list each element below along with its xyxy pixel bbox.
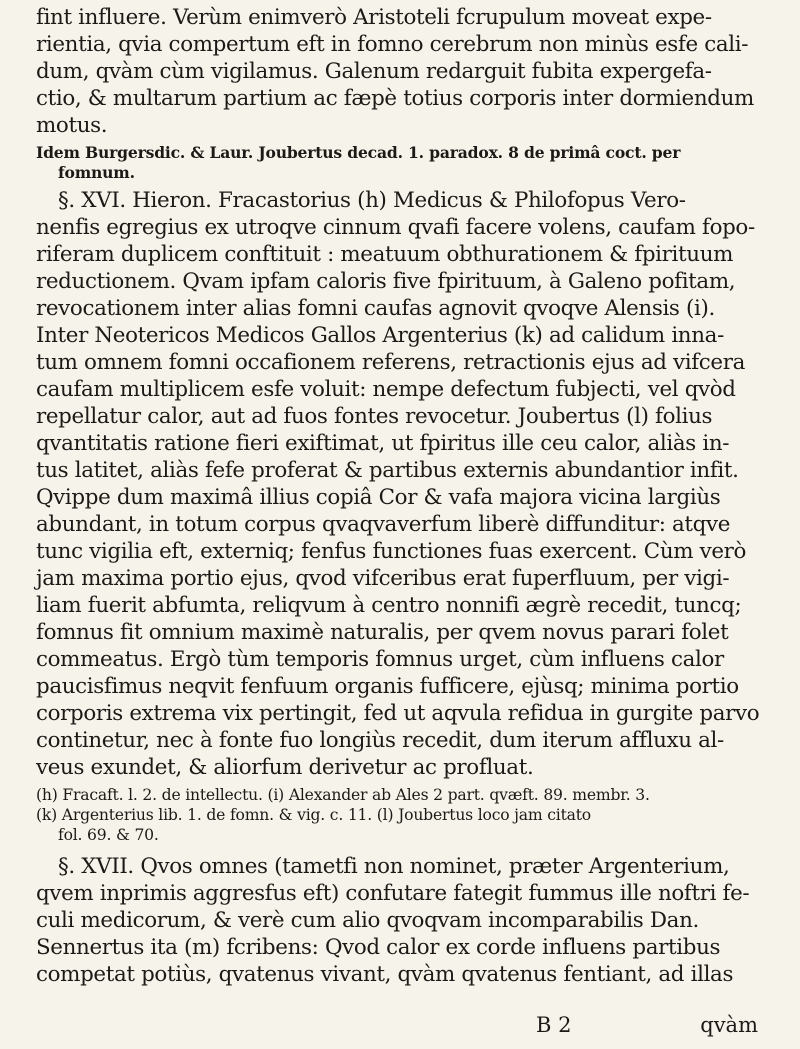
text-line: competat potiùs, qvatenus vivant, qvàm qvatenus fentiant, ad illas	[36, 962, 734, 987]
text-line: qvantitatis ratione fieri exiftimat, ut fpiritus ille ceu calor, aliàs in-	[36, 431, 730, 456]
text-line: Sennertus ita (m) fcribens: Qvod calor ex corde influens partibus	[36, 935, 721, 960]
page-text	[36, 4, 766, 988]
section-xvii	[36, 853, 766, 988]
section-heading-line: §. XVII. Qvos omnes (tametfi non nominet, præter Argenterium,	[58, 854, 730, 879]
text-line: rientia, qvia compertum eft in fomno cerebrum non minùs esfe cali-	[36, 32, 749, 57]
text-line: Qvippe dum maximâ illius copiâ Cor & vafa majora vicina largiùs	[36, 485, 721, 510]
text-line: ctio, & multarum partium ac fæpè totius corporis inter dormiendum	[36, 86, 754, 111]
text-line: tus latitet, aliàs fefe proferat & partibus externis abundantior infit.	[36, 458, 739, 483]
catchword: qvàm	[700, 1013, 758, 1037]
text-line: liam fuerit abfumta, reliqvum à centro nonnifi ægrè recedit, tuncq;	[36, 593, 742, 618]
section-xvi	[36, 187, 766, 781]
marginal-note	[36, 143, 766, 183]
text-line: qvem inprimis aggresfus eft) confutare fategit fummus ille noftri fe-	[36, 881, 750, 906]
text-line: paucisfimus neqvit fenfuum organis fufficere, ejùsq; minima portio	[36, 674, 739, 699]
text-line: commeatus. Ergò tùm temporis fomnus urget, cùm influens calor	[36, 647, 724, 672]
text-line: caufam multiplicem esfe voluit: nempe defectum fubjecti, vel qvòd	[36, 377, 736, 402]
footnote-line: fol. 69. & 70.	[58, 826, 159, 844]
text-line: jam maxima portio ejus, qvod vifceribus erat fuperfluum, per vigi-	[36, 566, 730, 591]
text-line: nenfis egregius ex utroqve cinnum qvafi facere volens, caufam fopo-	[36, 215, 755, 240]
text-line: fomnus fit omnium maximè naturalis, per qvem novus parari folet	[36, 620, 729, 645]
section-heading-line: §. XVI. Hieron. Fracastorius (h) Medicus & Philofopus Vero-	[58, 188, 686, 213]
text-line: repellatur calor, aut ad fuos fontes revocetur. Joubertus (l) folius	[36, 404, 713, 429]
text-line: veus exundet, & aliorfum derivetur ac profluat.	[36, 755, 534, 780]
footnote-line: (k) Argenterius lib. 1. de fomn. & vig. c. 11. (l) Joubertus loco jam citato	[36, 806, 591, 824]
text-line: riferam duplicem conftituit : meatuum obthurationem & fpirituum	[36, 242, 734, 267]
text-line: motus.	[36, 113, 108, 138]
text-line: tunc vigilia eft, externiq; fenfus functiones fuas exercent. Cùm verò	[36, 539, 747, 564]
text-line: reductionem. Qvam ipfam caloris five fpirituum, à Galeno pofitam,	[36, 269, 736, 294]
footnote-line: (h) Fracaft. l. 2. de intellectu. (i) Alexander ab Ales 2 part. qvæft. 89. membr. 3.	[36, 786, 650, 804]
note-line: Idem Burgersdic. & Laur. Joubertus decad. 1. paradox. 8 de primâ coct. per	[36, 143, 681, 162]
text-line: culi medicorum, & verè cum alio qvoqvam incomparabilis Dan.	[36, 908, 699, 933]
signature-mark: B 2	[536, 1013, 572, 1037]
text-line: tum omnem fomni occafionem referens, retractionis ejus ad vifcera	[36, 350, 746, 375]
text-line: Inter Neotericos Medicos Gallos Argenterius (k) ad calidum inna-	[36, 323, 724, 348]
text-line: fint influere. Verùm enimverò Aristoteli fcrupulum moveat expe-	[36, 5, 712, 30]
text-line: corporis extrema vix pertingit, fed ut aqvula refidua in gurgite parvo	[36, 701, 760, 726]
note-line: fomnum.	[58, 163, 135, 182]
text-line: continetur, nec à fonte fuo longiùs recedit, dum iterum affluxu al-	[36, 728, 724, 753]
text-line: revocationem inter alias fomni caufas agnovit qvoqve Alensis (i).	[36, 296, 715, 321]
text-line: dum, qvàm cùm vigilamus. Galenum redarguit fubita expergefa-	[36, 59, 712, 84]
footnotes	[36, 785, 766, 845]
text-line: abundant, in totum corpus qvaqvaverfum liberè diffunditur: atqve	[36, 512, 731, 537]
opening-paragraph	[36, 4, 766, 139]
